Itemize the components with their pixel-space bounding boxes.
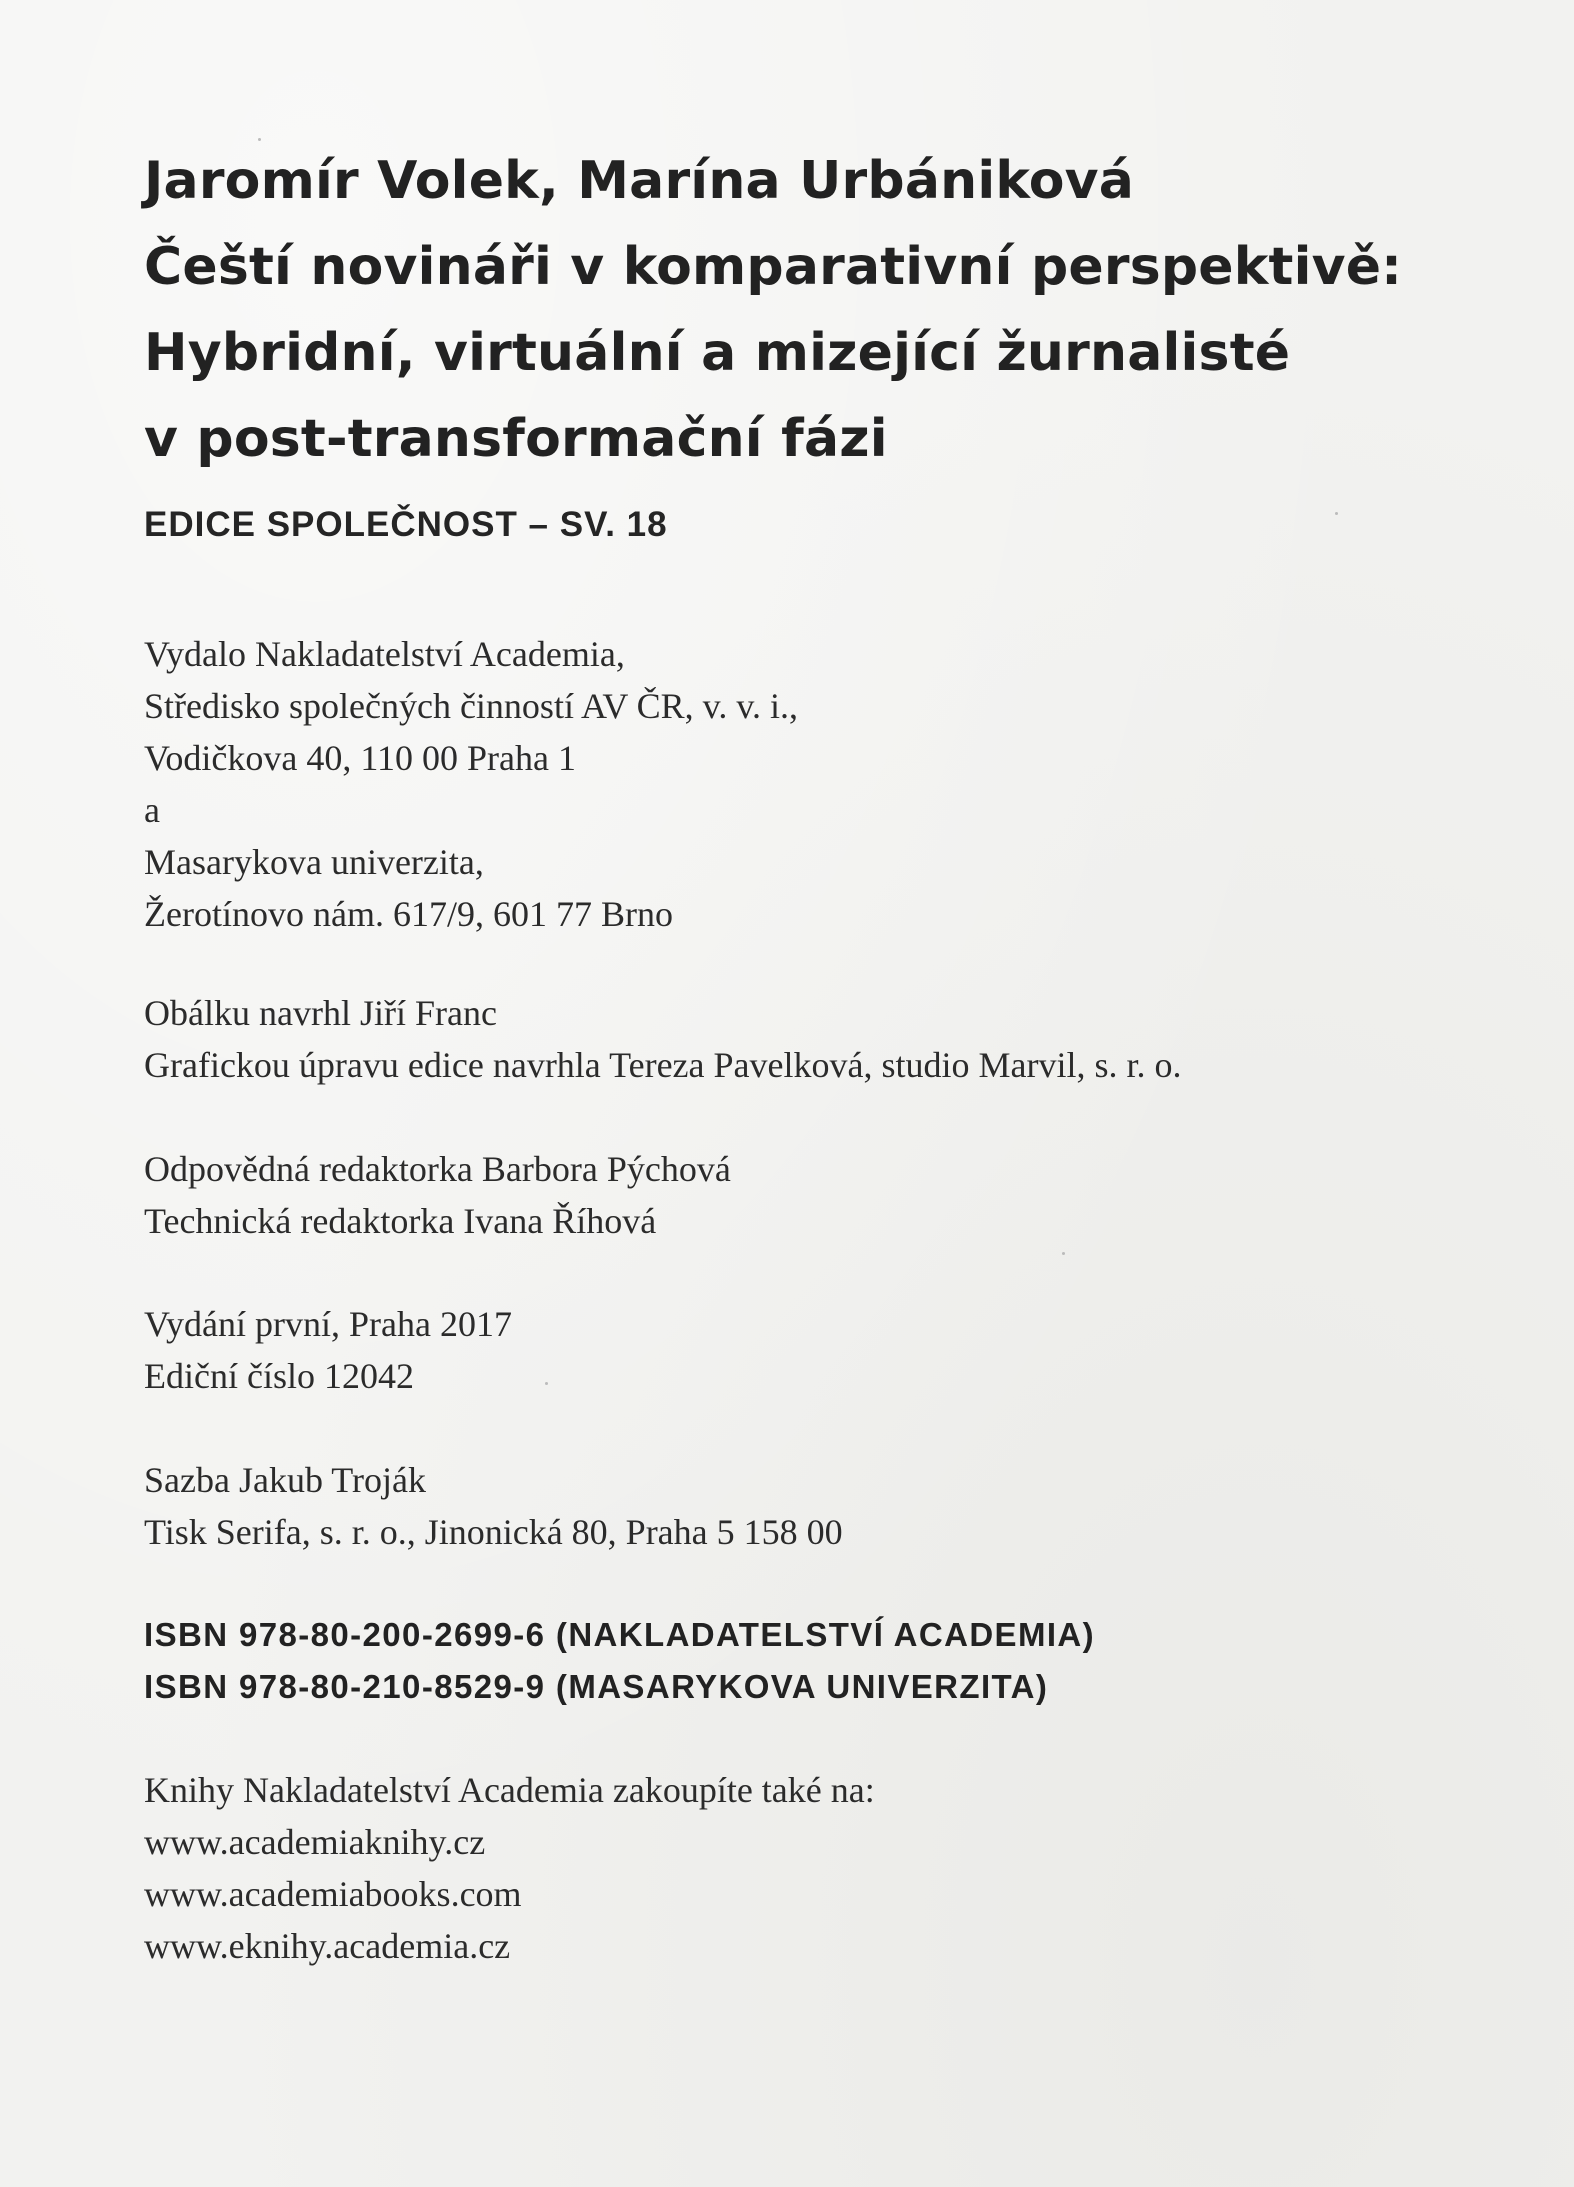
paper-speck <box>1335 512 1338 515</box>
isbn-academia: ISBN 978-80-200-2699-6 (NAKLADATELSTVÍ ACADEMIA) <box>144 1616 1096 1653</box>
layout-designer: Grafickou úpravu edice navrhla Tereza Pavelková, studio Marvil, s. r. o. <box>144 1045 1182 1085</box>
publisher-line: a <box>144 790 160 830</box>
series-label: EDICE SPOLEČNOST – SV. 18 <box>144 505 668 544</box>
printing: Tisk Serifa, s. r. o., Jinonická 80, Praha 5 158 00 <box>144 1512 843 1552</box>
authors: Jaromír Volek, Marína Urbániková <box>144 151 1135 211</box>
web-intro: Knihy Nakladatelství Academia zakoupíte také na: <box>144 1770 875 1810</box>
technical-editor: Technická redaktorka Ivana Říhová <box>144 1201 657 1241</box>
edition-number: Ediční číslo 12042 <box>144 1356 414 1396</box>
web-link: www.academiabooks.com <box>144 1874 522 1914</box>
cover-designer: Obálku navrhl Jiří Franc <box>144 993 497 1033</box>
publisher-line: Středisko společných činností AV ČR, v. v. i., <box>144 686 799 726</box>
editor-credits <box>144 1143 731 1247</box>
production-credits <box>144 1454 843 1558</box>
title-line-3: v post-transformační fázi <box>144 409 888 469</box>
responsible-editor: Odpovědná redaktorka Barbora Pýchová <box>144 1149 731 1189</box>
paper-speck <box>545 1382 548 1385</box>
typesetting: Sazba Jakub Troják <box>144 1460 426 1500</box>
title-line-1: Čeští novináři v komparativní perspektivě: <box>144 237 1403 297</box>
isbn-block <box>144 1609 1095 1713</box>
web-link: www.eknihy.academia.cz <box>144 1926 511 1966</box>
isbn-masaryk: ISBN 978-80-210-8529-9 (MASARYKOVA UNIVERZITA) <box>144 1668 1049 1705</box>
publisher-block <box>144 628 798 940</box>
edition-first: Vydání první, Praha 2017 <box>144 1304 512 1344</box>
title-line-2: Hybridní, virtuální a mizející žurnalisté <box>144 323 1291 383</box>
paper-speck <box>258 138 261 141</box>
publisher-line: Masarykova univerzita, <box>144 842 484 882</box>
design-credits <box>144 987 1181 1091</box>
publisher-line: Vydalo Nakladatelství Academia, <box>144 634 625 674</box>
edition-info <box>144 1298 512 1402</box>
publisher-line: Vodičkova 40, 110 00 Praha 1 <box>144 738 576 778</box>
publisher-line: Žerotínovo nám. 617/9, 601 77 Brno <box>144 894 673 934</box>
book-title-block <box>144 138 1402 482</box>
web-links-block <box>144 1764 875 1972</box>
web-link: www.academiaknihy.cz <box>144 1822 486 1862</box>
paper-speck <box>1062 1252 1065 1255</box>
